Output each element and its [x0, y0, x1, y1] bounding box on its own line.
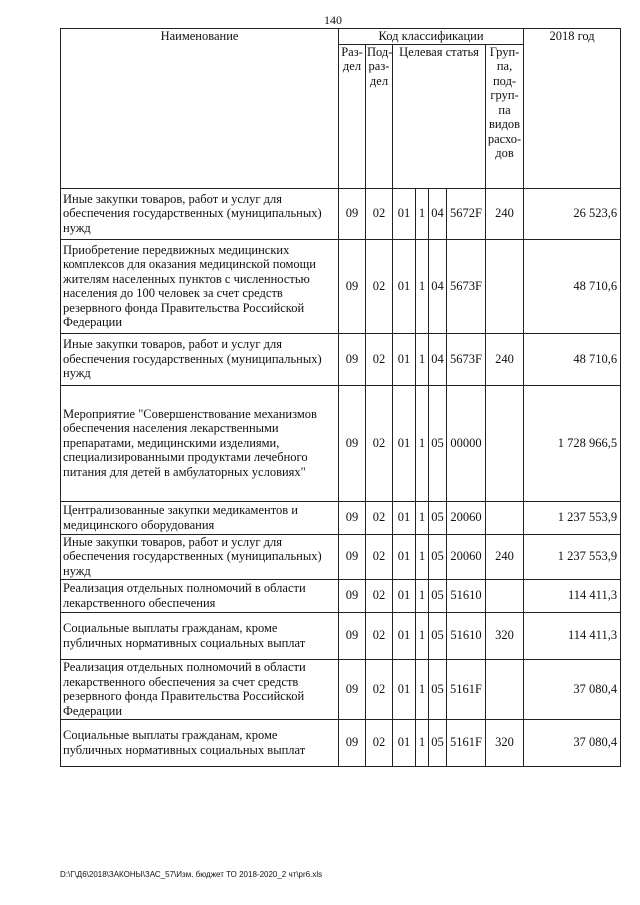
row-subsection: 02	[366, 501, 393, 534]
row-target-1: 01	[393, 385, 416, 501]
row-name: Социальные выплаты гражданам, кроме публичных нормативных социальных выплат	[61, 719, 339, 766]
row-target-4: 20060	[447, 501, 486, 534]
row-expense-group	[486, 501, 524, 534]
row-target-1: 01	[393, 534, 416, 579]
row-name: Централизованные закупки медикаментов и медицинского оборудования	[61, 501, 339, 534]
row-target-2: 1	[416, 612, 429, 659]
row-target-2: 1	[416, 385, 429, 501]
row-target-3: 05	[429, 659, 447, 719]
table-row	[61, 501, 621, 534]
row-subsection: 02	[366, 579, 393, 612]
row-target-2: 1	[416, 659, 429, 719]
row-section: 09	[339, 333, 366, 385]
row-subsection: 02	[366, 239, 393, 333]
row-section: 09	[339, 612, 366, 659]
row-expense-group: 240	[486, 188, 524, 239]
budget-table	[60, 28, 621, 767]
row-target-1: 01	[393, 579, 416, 612]
row-target-3: 05	[429, 385, 447, 501]
row-amount: 114 411,3	[524, 612, 621, 659]
row-target-1: 01	[393, 612, 416, 659]
row-target-2: 1	[416, 501, 429, 534]
row-section: 09	[339, 534, 366, 579]
row-target-3: 05	[429, 579, 447, 612]
row-target-4: 5161F	[447, 719, 486, 766]
row-section: 09	[339, 719, 366, 766]
row-expense-group: 320	[486, 612, 524, 659]
row-expense-group	[486, 659, 524, 719]
row-name: Реализация отдельных полномочий в области лекарственного обеспечения за счет средств резервного фонда Правительства Российской Федерации	[61, 659, 339, 719]
table-row	[61, 188, 621, 239]
row-target-1: 01	[393, 659, 416, 719]
row-target-4: 51610	[447, 612, 486, 659]
row-target-1: 01	[393, 333, 416, 385]
row-subsection: 02	[366, 659, 393, 719]
row-amount: 1 237 553,9	[524, 501, 621, 534]
row-target-3: 05	[429, 612, 447, 659]
row-target-4: 5161F	[447, 659, 486, 719]
row-target-4: 00000	[447, 385, 486, 501]
row-expense-group: 240	[486, 534, 524, 579]
row-target-1: 01	[393, 719, 416, 766]
table-row	[61, 659, 621, 719]
row-target-2: 1	[416, 188, 429, 239]
row-target-1: 01	[393, 188, 416, 239]
table-row	[61, 239, 621, 333]
header-code-group: Код классификации	[339, 29, 524, 45]
row-name: Иные закупки товаров, работ и услуг для обеспечения государственных (муниципальных) нужд	[61, 333, 339, 385]
row-target-3: 05	[429, 501, 447, 534]
row-target-1: 01	[393, 239, 416, 333]
row-target-3: 04	[429, 333, 447, 385]
row-expense-group	[486, 239, 524, 333]
row-name: Иные закупки товаров, работ и услуг для обеспечения государственных (муниципальных) нужд	[61, 534, 339, 579]
row-subsection: 02	[366, 333, 393, 385]
row-target-3: 04	[429, 188, 447, 239]
table-row	[61, 534, 621, 579]
table-row	[61, 612, 621, 659]
row-section: 09	[339, 501, 366, 534]
row-target-4: 20060	[447, 534, 486, 579]
row-target-3: 05	[429, 719, 447, 766]
row-target-3: 04	[429, 239, 447, 333]
table-row	[61, 385, 621, 501]
header-year: 2018 год	[524, 29, 621, 189]
header-subsection: Под- раз- дел	[366, 44, 393, 188]
row-expense-group: 320	[486, 719, 524, 766]
header-expense-group: Груп- па, под- груп- па видов расхо- дов	[486, 44, 524, 188]
row-target-2: 1	[416, 579, 429, 612]
row-subsection: 02	[366, 534, 393, 579]
row-target-2: 1	[416, 534, 429, 579]
footer-file-path: D:\Г\Д6\2018\ЗАКОНЫ\ЗАС_57\Изм. бюджет ТО 2018-2020_2 чт\pr6.xls	[60, 870, 323, 879]
row-name: Реализация отдельных полномочий в области лекарственного обеспечения	[61, 579, 339, 612]
row-expense-group: 240	[486, 333, 524, 385]
row-amount: 114 411,3	[524, 579, 621, 612]
row-target-4: 5673F	[447, 333, 486, 385]
row-target-2: 1	[416, 719, 429, 766]
table-row	[61, 579, 621, 612]
row-name: Социальные выплаты гражданам, кроме публичных нормативных социальных выплат	[61, 612, 339, 659]
row-amount: 37 080,4	[524, 719, 621, 766]
row-target-1: 01	[393, 501, 416, 534]
row-amount: 48 710,6	[524, 333, 621, 385]
row-target-2: 1	[416, 333, 429, 385]
table-row	[61, 719, 621, 766]
row-amount: 37 080,4	[524, 659, 621, 719]
table-row	[61, 333, 621, 385]
row-section: 09	[339, 188, 366, 239]
row-target-2: 1	[416, 239, 429, 333]
row-expense-group	[486, 579, 524, 612]
row-amount: 26 523,6	[524, 188, 621, 239]
row-subsection: 02	[366, 188, 393, 239]
row-name: Мероприятие "Совершенствование механизмов обеспечения населения лекарственными препаратами, медицинскими изделиями, специализированными продуктами лечебного питания для детей в амбулаторных условиях"	[61, 385, 339, 501]
row-target-4: 5672F	[447, 188, 486, 239]
row-subsection: 02	[366, 719, 393, 766]
row-amount: 1 728 966,5	[524, 385, 621, 501]
header-target-article: Целевая статья	[393, 44, 486, 188]
row-section: 09	[339, 239, 366, 333]
row-amount: 1 237 553,9	[524, 534, 621, 579]
header-name: Наименование	[61, 29, 339, 189]
row-name: Приобретение передвижных медицинских комплексов для оказания медицинской помощи жителям населенных пунктов с численностью населения до 100 человек за счет средств резервного фонда Правительства Российской Федерации	[61, 239, 339, 333]
row-target-3: 05	[429, 534, 447, 579]
row-section: 09	[339, 385, 366, 501]
row-subsection: 02	[366, 612, 393, 659]
row-section: 09	[339, 579, 366, 612]
row-subsection: 02	[366, 385, 393, 501]
row-target-4: 5673F	[447, 239, 486, 333]
page-number: 140	[324, 13, 342, 27]
row-expense-group	[486, 385, 524, 501]
row-section: 09	[339, 659, 366, 719]
row-name: Иные закупки товаров, работ и услуг для обеспечения государственных (муниципальных) нужд	[61, 188, 339, 239]
header-section: Раз- дел	[339, 44, 366, 188]
row-target-4: 51610	[447, 579, 486, 612]
row-amount: 48 710,6	[524, 239, 621, 333]
